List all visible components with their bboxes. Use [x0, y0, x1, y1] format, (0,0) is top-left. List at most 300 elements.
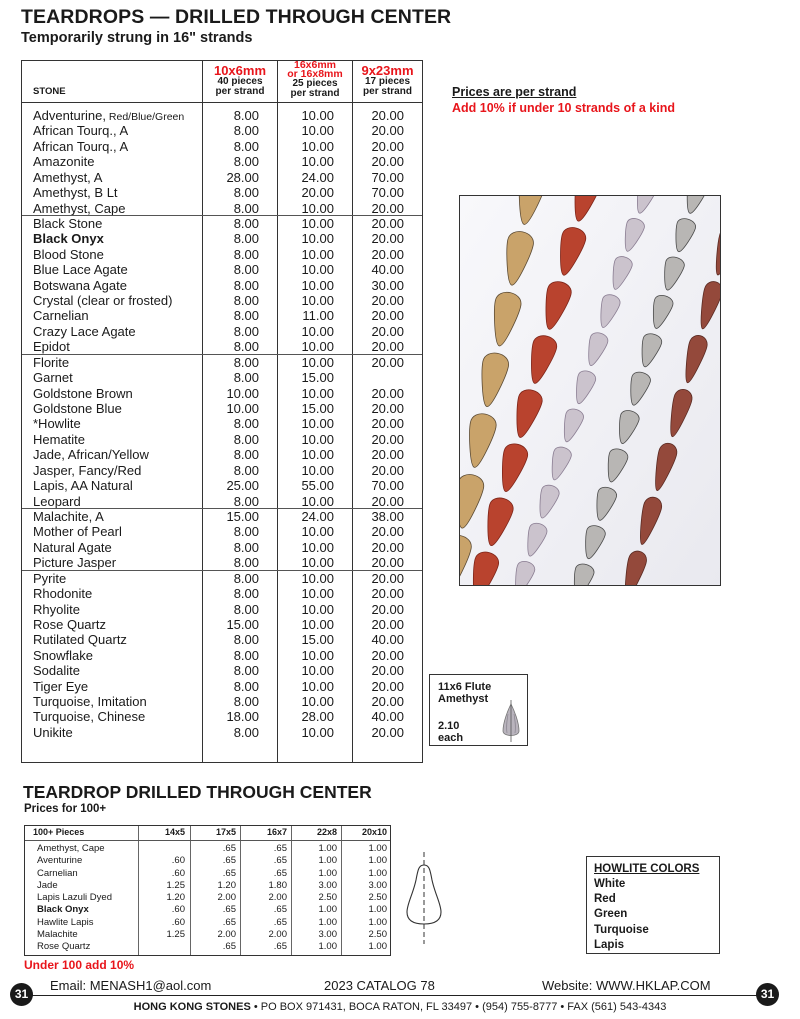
stone-name-text: Florite	[33, 354, 70, 370]
stone-name-text: Jade, African/Yellow	[33, 447, 149, 463]
price-9x23: 20.00	[371, 647, 404, 663]
howlite-color-item: Green	[594, 908, 628, 921]
stone-name-text: Black Stone	[33, 215, 103, 231]
bulk-price: 1.00	[368, 941, 387, 953]
price-9x23: 20.00	[371, 616, 404, 632]
bulk-price: 2.50	[318, 892, 337, 904]
price-16x6: 10.00	[301, 246, 334, 262]
bulk-price: 1.00	[318, 867, 337, 879]
bulk-price: .65	[222, 904, 236, 916]
stone-name-text: Botswana Agate	[33, 277, 127, 293]
stone-name-text: Crystal (clear or frosted)	[33, 293, 173, 309]
price-16x6: 10.00	[301, 138, 334, 154]
table-row	[22, 386, 422, 401]
price-9x23: 20.00	[371, 586, 404, 602]
bulk-table-row	[25, 855, 390, 867]
stone-name	[33, 170, 102, 185]
bulk-price: .60	[171, 867, 185, 879]
stone-name	[33, 231, 104, 246]
price-10x6: 8.00	[233, 724, 259, 740]
group-divider	[22, 215, 422, 216]
price-9x23: 20.00	[371, 385, 404, 401]
stone-name	[33, 386, 133, 401]
table-row	[22, 123, 422, 138]
price-9x23: 20.00	[371, 431, 404, 447]
price-9x23: 20.00	[371, 570, 404, 586]
bulk-price: 1.20	[166, 892, 185, 904]
stone-name-text: Rhodonite	[33, 586, 93, 602]
table-row	[22, 571, 422, 586]
bulk-price: .65	[273, 855, 287, 867]
stone-name-text: Turquoise, Imitation	[33, 694, 147, 710]
stone-name	[33, 679, 88, 694]
table-row	[22, 324, 422, 339]
price-10x6: 8.00	[233, 154, 259, 170]
price-16x6: 15.00	[301, 632, 334, 648]
bulk-price: .65	[222, 916, 236, 928]
bulk-price: 1.00	[318, 904, 337, 916]
howlite-color-item: White	[594, 878, 626, 890]
price-9x23: 70.00	[371, 185, 404, 201]
price-10x6: 8.00	[233, 138, 259, 154]
stone-name-text: Mother of Pearl	[33, 524, 122, 540]
stone-name-text: Picture Jasper	[33, 555, 117, 571]
stone-name	[33, 324, 136, 339]
bulk-header-pieces: 100+ Pieces	[33, 827, 85, 837]
price-10x6: 8.00	[233, 185, 259, 201]
quantity-surcharge-note: Add 10% if under 10 strands of a kind	[452, 101, 675, 115]
price-10x6: 8.00	[233, 539, 259, 555]
price-9x23: 20.00	[371, 354, 404, 370]
price-10x6: 28.00	[226, 169, 259, 185]
table-row	[22, 308, 422, 323]
bulk-stone-name: Jade	[37, 879, 58, 891]
price-9x23: 20.00	[371, 215, 404, 231]
bulk-price: 2.00	[217, 929, 236, 941]
price-9x23: 20.00	[371, 416, 404, 432]
price-9x23: 30.00	[371, 277, 404, 293]
price-16x6: 10.00	[301, 462, 334, 478]
price-9x23: 20.00	[371, 308, 404, 324]
stone-name	[33, 586, 92, 601]
stone-name	[33, 478, 133, 493]
bulk-price: 1.00	[368, 904, 387, 916]
stone-name-text: Adventurine,	[33, 108, 106, 123]
bulk-stone-name: Black Onyx	[37, 904, 89, 916]
bulk-price: .60	[171, 855, 185, 867]
bulk-table-row	[25, 904, 390, 916]
header-divider	[22, 102, 422, 103]
bulk-price: .60	[171, 916, 185, 928]
price-9x23: 20.00	[371, 154, 404, 170]
stone-name-text: Blue Lace Agate	[33, 262, 128, 278]
price-9x23: 20.00	[371, 339, 404, 355]
bulk-price: .65	[222, 843, 236, 854]
price-16x6: 10.00	[301, 123, 334, 139]
stone-name	[33, 201, 126, 216]
price-16x6: 10.00	[301, 323, 334, 339]
section-title-100plus: TEARDROP DRILLED THROUGH CENTER	[23, 782, 372, 802]
price-9x23: 20.00	[371, 724, 404, 740]
price-16x6: 15.00	[301, 401, 334, 417]
bulk-header-size: 17x5	[215, 827, 236, 837]
price-10x6: 8.00	[233, 493, 259, 509]
bulk-table-row	[25, 892, 390, 904]
price-9x23: 20.00	[371, 694, 404, 710]
price-16x6: 10.00	[301, 447, 334, 463]
price-16x6: 10.00	[301, 385, 334, 401]
stone-name-text: African Tourq., A	[33, 123, 129, 139]
stone-name	[33, 494, 81, 509]
bulk-price: 1.00	[318, 855, 337, 867]
table-row	[22, 679, 422, 694]
bulk-price: .65	[273, 916, 287, 928]
section-subtitle-100plus: Prices for 100+	[24, 803, 107, 815]
stone-name	[33, 663, 80, 678]
price-10x6: 15.00	[226, 616, 259, 632]
bulk-price: 1.00	[368, 867, 387, 879]
table-row	[22, 509, 422, 524]
bulk-header-size: 14x5	[164, 827, 185, 837]
price-9x23: 20.00	[371, 678, 404, 694]
column-header-10x6	[204, 64, 276, 97]
stone-column-header: STONE	[33, 86, 66, 97]
bulk-price: .65	[273, 904, 287, 916]
price-9x23: 20.00	[371, 200, 404, 216]
stone-name-text: Goldstone Blue	[33, 401, 122, 417]
stone-name	[33, 247, 104, 262]
price-16x6: 10.00	[301, 570, 334, 586]
price-16x6: 10.00	[301, 339, 334, 355]
bulk-price: .60	[171, 904, 185, 916]
bulk-price: 2.00	[268, 892, 287, 904]
company-contact: • PO BOX 971431, BOCA RATON, FL 33497 • (954) 755-8777 • FAX (561) 543-4343	[250, 1001, 667, 1013]
size-label: 10x6mm	[213, 63, 267, 78]
stone-name-text: Blood Stone	[33, 246, 104, 262]
stone-name	[33, 555, 116, 570]
footer-website-link[interactable]: Website: WWW.HKLAP.COM	[542, 978, 711, 993]
table-row	[22, 524, 422, 539]
bulk-price: 3.00	[318, 879, 337, 891]
price-16x6: 10.00	[301, 493, 334, 509]
table-row	[22, 262, 422, 277]
price-10x6: 8.00	[233, 200, 259, 216]
price-10x6: 8.00	[233, 339, 259, 355]
price-10x6: 8.00	[233, 601, 259, 617]
howlite-color-item: Red	[594, 893, 616, 906]
bulk-price: 1.80	[268, 879, 287, 891]
price-10x6: 25.00	[226, 478, 259, 494]
price-16x6: 24.00	[301, 508, 334, 524]
stone-name-text: Amethyst, B Lt	[33, 185, 118, 201]
flute-size: 11x6 Flute	[438, 681, 492, 693]
prices-per-strand-note: Prices are per strand	[452, 85, 577, 99]
stone-name	[33, 308, 89, 323]
table-row	[22, 278, 422, 293]
bulk-price: 2.00	[268, 929, 287, 941]
stone-name	[33, 509, 104, 524]
stone-name-text: Amethyst, Cape	[33, 200, 126, 216]
flute-price-value: 2.10	[438, 720, 460, 732]
pieces-label: 40 pieces	[217, 76, 263, 87]
footer-address	[0, 1001, 800, 1013]
column-header-16x6	[279, 61, 351, 99]
bulk-header-size: 20x10	[361, 827, 387, 837]
stone-name-text: Lapis, AA Natural	[33, 478, 133, 494]
bulk-price: 1.20	[217, 879, 236, 891]
stone-name	[33, 602, 80, 617]
flute-product-name	[438, 681, 491, 705]
stone-name	[33, 216, 102, 231]
bulk-table-row	[25, 941, 390, 953]
stone-name	[33, 694, 147, 709]
price-16x6: 10.00	[301, 431, 334, 447]
stone-variant-text: Red/Blue/Green	[106, 111, 185, 123]
bulk-table-row	[25, 917, 390, 929]
teardrop-strands-image	[460, 196, 721, 586]
table-row	[22, 617, 422, 632]
stone-name	[33, 339, 70, 354]
price-16x6: 55.00	[301, 478, 334, 494]
price-16x6: 15.00	[301, 370, 334, 386]
price-16x6: 20.00	[301, 185, 334, 201]
stone-name	[33, 416, 81, 431]
table-row	[22, 154, 422, 169]
bulk-price: 2.50	[368, 892, 387, 904]
stone-name-text: Goldstone Brown	[33, 385, 133, 401]
price-16x6: 10.00	[301, 293, 334, 309]
stone-name	[33, 370, 73, 385]
bulk-price: 1.25	[166, 929, 185, 941]
stone-name-text: Malachite, A	[33, 508, 104, 524]
column-header-9x23	[354, 64, 421, 97]
bulk-price: .65	[222, 855, 236, 867]
price-10x6: 8.00	[233, 246, 259, 262]
price-16x6: 10.00	[301, 724, 334, 740]
price-9x23: 20.00	[371, 524, 404, 540]
table-row	[22, 170, 422, 185]
table-row	[22, 648, 422, 663]
price-10x6: 8.00	[233, 462, 259, 478]
price-10x6: 8.00	[233, 663, 259, 679]
page-title: TEARDROPS — DRILLED THROUGH CENTER	[21, 6, 452, 28]
table-row	[22, 447, 422, 462]
price-16x6: 10.00	[301, 647, 334, 663]
price-10x6: 8.00	[233, 277, 259, 293]
under-100-note: Under 100 add 10%	[24, 958, 135, 972]
howlite-heading: HOWLITE COLORS	[594, 863, 700, 875]
price-16x6: 10.00	[301, 200, 334, 216]
bead-strands-photo	[459, 195, 721, 586]
flute-price-unit: each	[438, 732, 464, 744]
bulk-price: 1.00	[318, 941, 337, 953]
stone-name-text: Turquoise, Chinese	[33, 709, 146, 725]
flute-amethyst-box	[429, 674, 528, 746]
stone-name-text: Carnelian	[33, 308, 89, 324]
stone-name	[33, 154, 94, 169]
price-16x6: 11.00	[302, 308, 334, 324]
page-number-badge-right: 31	[756, 983, 779, 1006]
bulk-stone-name: Hawlite Lapis	[37, 916, 94, 928]
bulk-price: 3.00	[368, 879, 387, 891]
bulk-price: .65	[222, 867, 236, 879]
flute-price	[438, 720, 463, 744]
price-10x6: 8.00	[233, 108, 259, 123]
stone-name-text: Rhyolite	[33, 601, 80, 617]
price-10x6: 8.00	[233, 323, 259, 339]
stone-name-text: Hematite	[33, 431, 86, 447]
price-16x6: 10.00	[301, 601, 334, 617]
size-label: 16x6mm	[293, 59, 337, 71]
stone-name-text: Sodalite	[33, 663, 80, 679]
price-16x6: 10.00	[301, 663, 334, 679]
stone-name-text: African Tourq., A	[33, 138, 129, 154]
table-row	[22, 494, 422, 509]
stone-name	[33, 725, 73, 740]
stone-name-text: Garnet	[33, 370, 73, 386]
price-10x6: 8.00	[233, 354, 259, 370]
bulk-price: 1.25	[166, 879, 185, 891]
size-label: 9x23mm	[361, 63, 414, 78]
table-row	[22, 401, 422, 416]
table-row	[22, 185, 422, 200]
price-9x23: 20.00	[371, 462, 404, 478]
price-16x6: 10.00	[301, 277, 334, 293]
bulk-stone-name: Carnelian	[37, 867, 78, 879]
price-9x23: 20.00	[371, 555, 404, 571]
price-9x23: 20.00	[371, 138, 404, 154]
group-divider	[22, 570, 422, 571]
price-16x6: 10.00	[301, 215, 334, 231]
price-16x6: 28.00	[301, 709, 334, 725]
price-10x6: 10.00	[226, 385, 259, 401]
price-10x6: 8.00	[233, 447, 259, 463]
per-strand-label: per strand	[363, 86, 412, 97]
bulk-header-size: 22x8	[316, 827, 337, 837]
stone-name-text: Pyrite	[33, 570, 67, 586]
group-divider	[22, 508, 422, 509]
table-row	[22, 339, 422, 354]
stone-name-text: *Howlite	[33, 416, 81, 432]
price-9x23: 20.00	[371, 231, 404, 247]
footer-email-link[interactable]: Email: MENASH1@aol.com	[50, 978, 212, 993]
stone-name-text: Rose Quartz	[33, 616, 106, 632]
price-9x23: 20.00	[371, 293, 404, 309]
price-16x6: 10.00	[301, 354, 334, 370]
stone-name-text: Unikite	[33, 724, 73, 740]
stone-name	[33, 432, 85, 447]
price-10x6: 8.00	[233, 694, 259, 710]
price-10x6: 8.00	[233, 586, 259, 602]
price-9x23: 40.00	[371, 262, 404, 278]
bulk-stone-name: Rose Quartz	[37, 941, 91, 953]
price-9x23: 20.00	[371, 123, 404, 139]
bulk-stone-name: Aventurine	[37, 855, 83, 867]
price-10x6: 8.00	[233, 262, 259, 278]
bulk-table-row	[25, 929, 390, 941]
stone-name-text: Snowflake	[33, 647, 93, 663]
bulk-table-row	[25, 843, 390, 855]
price-16x6: 10.00	[301, 694, 334, 710]
stone-name	[33, 447, 149, 462]
table-row	[22, 416, 422, 431]
stone-name	[33, 355, 69, 370]
price-9x23: 20.00	[371, 447, 404, 463]
price-9x23: 40.00	[371, 632, 404, 648]
price-9x23: 20.00	[371, 663, 404, 679]
price-10x6: 8.00	[233, 570, 259, 586]
price-10x6: 8.00	[233, 123, 259, 139]
price-9x23: 20.00	[371, 539, 404, 555]
bulk-table-body	[25, 843, 390, 954]
pieces-label: 25 pieces	[292, 78, 338, 89]
bulk-stone-name: Lapis Lazuli Dyed	[37, 892, 112, 904]
price-10x6: 8.00	[233, 524, 259, 540]
table-row	[22, 432, 422, 447]
table-row	[22, 478, 422, 493]
table-row	[22, 216, 422, 231]
footer-rule	[24, 995, 776, 996]
stone-name-text: Amethyst, A	[33, 169, 103, 185]
price-16x6: 10.00	[301, 524, 334, 540]
stone-name	[33, 524, 122, 539]
price-10x6: 8.00	[233, 647, 259, 663]
strand-price-table	[21, 60, 423, 763]
price-16x6: 10.00	[301, 231, 334, 247]
price-9x23: 20.00	[371, 108, 404, 123]
price-9x23: 20.00	[371, 401, 404, 417]
table-row	[22, 247, 422, 262]
per-strand-label: per strand	[290, 88, 340, 99]
price-10x6: 15.00	[226, 508, 259, 524]
stone-name	[33, 709, 145, 724]
price-16x6: 10.00	[301, 108, 334, 123]
bulk-price: .65	[273, 843, 287, 854]
bulk-price-table	[24, 825, 391, 956]
table-row	[22, 586, 422, 601]
bulk-price: 1.00	[368, 916, 387, 928]
bulk-price: 2.50	[368, 929, 387, 941]
flute-bead-icon	[500, 700, 522, 742]
howlite-color-item: Lapis	[594, 938, 625, 951]
pieces-label: 17 pieces	[364, 76, 411, 87]
stone-name	[33, 632, 127, 647]
price-16x6: 10.00	[301, 539, 334, 555]
bulk-price: 2.00	[217, 892, 236, 904]
price-10x6: 8.00	[233, 293, 259, 309]
table-row	[22, 201, 422, 216]
stone-name	[33, 571, 66, 586]
price-10x6: 8.00	[233, 555, 259, 571]
bulk-stone-name: Amethyst, Cape	[37, 843, 105, 854]
price-16x6: 10.00	[301, 586, 334, 602]
stone-name	[33, 463, 141, 478]
price-10x6: 18.00	[226, 709, 259, 725]
stone-name-text: Leopard	[33, 493, 81, 509]
stone-name-text: Tiger Eye	[33, 678, 89, 694]
price-10x6: 8.00	[233, 215, 259, 231]
price-10x6: 8.00	[233, 308, 259, 324]
bulk-header-size: 16x7	[266, 827, 287, 837]
bulk-table-row	[25, 868, 390, 880]
company-name: HONG KONG STONES	[133, 1001, 251, 1013]
price-10x6: 8.00	[233, 632, 259, 648]
price-10x6: 10.00	[226, 401, 259, 417]
stone-name-text: Black Onyx	[33, 231, 104, 247]
size-label-alt: or 16x8mm	[287, 68, 343, 80]
bulk-price: .65	[273, 867, 287, 879]
price-9x23: 20.00	[371, 246, 404, 262]
